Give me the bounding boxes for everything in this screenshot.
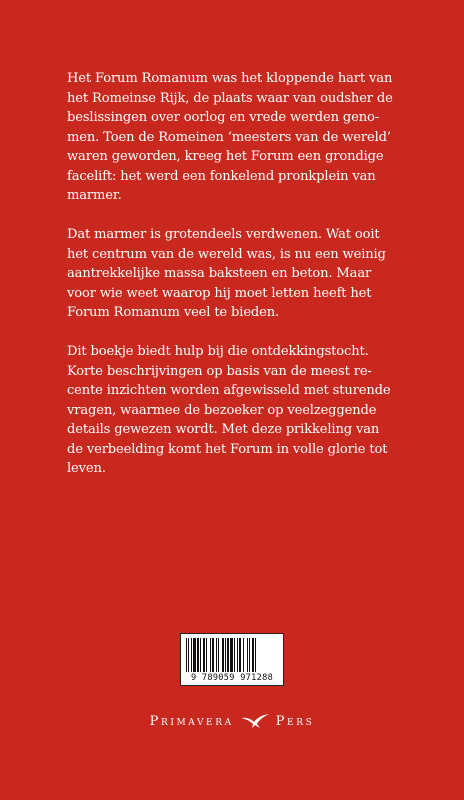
publisher-name-left: Primavera [149, 713, 234, 729]
barcode-bar [210, 638, 211, 672]
blurb-line: leven. [67, 461, 106, 476]
barcode-bars [185, 638, 279, 672]
barcode-bar [218, 638, 219, 672]
blurb-line: Het Forum Romanum was het kloppende hart van [67, 71, 393, 86]
barcode-bar [206, 638, 207, 672]
blurb-line: voor wie weet waarop hij moet letten heeft het [67, 285, 372, 301]
barcode-bar [225, 638, 226, 672]
barcode-bar [234, 638, 235, 672]
blurb-line: waren geworden, kreeg het Forum een grondige [67, 149, 384, 164]
barcode-bar [237, 638, 238, 672]
isbn-number: 9 789059 971288 [190, 673, 274, 683]
barcode-bar [227, 638, 229, 672]
blurb-line: Dit boekje biedt hulp bij die ontdekkingstocht. [67, 344, 369, 359]
blurb-line: beslissingen over oorlog en vrede werden geno- [67, 110, 380, 125]
barcode-bar [200, 638, 201, 672]
publisher-name-right: Pers [275, 713, 315, 729]
blurb-line: men. Toen de Romeinen ‘meesters van de wereld’ [67, 129, 391, 145]
barcode-bar [191, 638, 192, 672]
barcode-bar [243, 638, 244, 672]
blurb-line: de verbeelding komt het Forum in volle glorie tot [67, 441, 388, 457]
blurb-line: Forum Romanum veel te bieden. [67, 305, 280, 320]
barcode-bar [230, 638, 233, 672]
blurb-text [67, 69, 407, 498]
isbn-barcode [180, 633, 284, 686]
blurb-line: facelift: het werd een fonkelend pronkplein van [67, 168, 376, 184]
blurb-line: vragen, waarmee de bezoeker op veelzeggende [67, 402, 377, 418]
barcode-bar [255, 638, 256, 672]
barcode-bar [249, 638, 250, 672]
blurb-paragraph-1 [67, 69, 407, 206]
barcode-bar [212, 638, 214, 672]
barcode-bar [252, 638, 254, 672]
blurb-line: het centrum van de wereld was, is nu een weinig [67, 246, 386, 262]
barcode-bar [222, 638, 224, 672]
blurb-paragraph-3 [67, 342, 407, 479]
barcode-bar [186, 638, 187, 672]
publisher-logo [0, 711, 464, 731]
barcode-bar [239, 638, 241, 672]
blurb-line: het Romeinse Rijk, de plaats waar van oudsher de [67, 90, 393, 106]
barcode-bar [188, 638, 189, 672]
blurb-line: details gewezen wordt. Met deze prikkeling van [67, 422, 380, 437]
blurb-line: Korte beschrijvingen op basis van de meest re- [67, 363, 372, 379]
blurb-line: marmer. [67, 188, 122, 203]
barcode-bar [203, 638, 205, 672]
barcode-bar [197, 638, 199, 672]
barcode-bar [193, 638, 196, 672]
blurb-line: Dat marmer is grotendeels verdwenen. Wat ooit [67, 227, 380, 242]
blurb-paragraph-2 [67, 225, 407, 323]
blurb-line: cente inzichten worden afgewisseld met sturende [67, 383, 391, 398]
barcode-bar [247, 638, 248, 672]
blurb-line: aantrekkelijke massa baksteen en beton. Maar [67, 266, 372, 281]
swallow-icon [240, 713, 270, 729]
barcode-bar [216, 638, 217, 672]
